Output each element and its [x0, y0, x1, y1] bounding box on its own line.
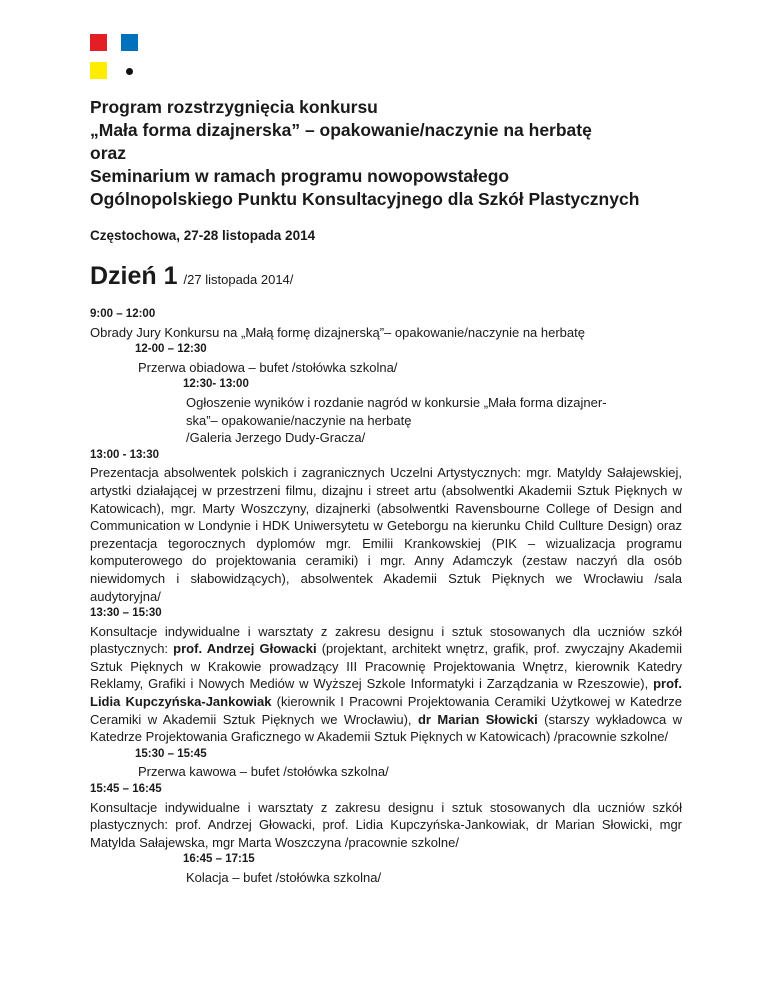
logo-black-dot: [126, 68, 133, 75]
item-text: [90, 623, 682, 746]
time-label: 13:00 - 13:30: [90, 448, 160, 461]
title-line: Program rozstrzygnięcia konkursu: [90, 97, 378, 117]
time-label: 9:00 – 12:00: [90, 308, 156, 320]
schedule-item: [90, 376, 682, 446]
day-label: Dzień 1: [90, 262, 178, 290]
logo-yellow-square: [90, 62, 107, 79]
logo-blue-square: [121, 34, 138, 51]
person-name: dr Marian Słowicki: [417, 711, 538, 727]
logo: [90, 34, 150, 84]
time-label: 12:30- 13:00: [183, 378, 249, 391]
item-text: Konsultacje indywidualne i warsztaty z zakresu designu i sztuk stosowanych dla uczniów szkół plastycznych: prof. Andrzej Głowacki, prof. Lidia Kupczyńska-Jankowiak, dr Marian Słowicki, mgr Matylda Sałajewska, mgr Marta Woszczyna /pracownie szkolne/: [90, 799, 682, 850]
schedule-item: [90, 851, 682, 886]
schedule-item: [90, 341, 682, 376]
time-label: 16:45 – 17:15: [183, 853, 255, 866]
item-text: Przerwa kawowa – bufet /stołówka szkolna/: [138, 764, 389, 780]
item-text: Prezentacja absolwentek polskich i zagranicznych Uczelni Artystycznych: mgr. Matyldy Sałajewskiej, artystki działającej w przestrzeni filmu, dizajnu i street artu (absolwentki Akademii Sztuk Pięknych w Katowicach), mgr. Marty Woszczyny, dizajnerki (absolwentki Ravensbourne College of Design and Communication w Londynie i HDK Uniwersytetu w Geteborgu na kierunku Child Cullture Design) oraz prezentacja tegorocznych dyplomów mgr. Emilii Krankowskiej (PIK – wizualizacja programu komputerowego do projektowania ceramiki) i mgr. Anny Adamczyk (zestaw naczyń dla osób niewidomych i słabowidzących), absolwentek Akademii Sztuk Pięknych we Wrocławiu /sala audytoryjna/: [90, 465, 682, 604]
day-heading: [90, 262, 293, 291]
time-label: 15:45 – 16:45: [90, 783, 162, 796]
schedule: [90, 306, 682, 887]
page-title: [90, 96, 730, 211]
item-text: Kolacja – bufet /stołówka szkolna/: [186, 870, 382, 885]
title-line: Ogólnopolskiego Punktu Konsultacyjnego dla Szkół Plastycznych: [90, 189, 640, 209]
item-location: /Galeria Jerzego Dudy-Gracza/: [186, 430, 366, 446]
person-desc: (projektant, architekt wnętrz, grafik, prof. zwyczajny Akademii Sztuk Pięknych w Krakowie prowadzący III Pracownię Projektowania Wnętrz, kierownik Katedry Reklamy, Grafiki i Nowych Mediów w Wyższej Szkole Informatyki i Zarządzania w Rzeszowie),: [90, 641, 682, 692]
item-text: Przerwa obiadowa – bufet /stołówka szkolna/: [138, 359, 398, 375]
schedule-item: [90, 447, 682, 605]
schedule-item: [90, 605, 682, 746]
person-desc: (kierownik I Pracowni Projektowania Ceramiki Użytkowej w Katedrze Ceramiki w Akademii Sztuk Pięknych we Wrocławiu),: [90, 694, 682, 727]
time-label: 15:30 – 15:45: [135, 747, 207, 760]
item-intro: Konsultacje indywidualne i warsztaty z zakresu designu i sztuk stosowanych dla uczniów szkół plastycznych:: [90, 623, 682, 657]
place-date: Częstochowa, 27-28 listopada 2014: [90, 228, 316, 243]
schedule-item: [90, 746, 682, 781]
schedule-item: [90, 781, 682, 851]
title-line: Seminarium w ramach programu nowopowstałego: [90, 166, 510, 186]
person-desc: (starszy wykładowca w Katedrze Projektowania Graficznego w Akademii Sztuk Pięknych w Katowicach) /pracownie szkolne/: [90, 711, 682, 745]
person-name: prof. Andrzej Głowacki: [173, 641, 317, 657]
item-text: ska”– opakowanie/naczynie na herbatę: [186, 412, 412, 428]
title-line: „Mała forma dizajnerska” – opakowanie/naczynie na herbatę: [90, 120, 592, 140]
day-date: /27 listopada 2014/: [183, 272, 294, 287]
item-text: Ogłoszenie wyników i rozdanie nagród w konkursie „Mała forma dizajner-: [186, 394, 607, 410]
item-text: Obrady Jury Konkursu na „Małą formę dizajnerską”– opakowanie/naczynie na herbatę: [90, 324, 585, 340]
time-label: 13:30 – 15:30: [90, 607, 162, 620]
title-line: oraz: [90, 143, 126, 163]
person-name: prof. Lidia Kupczyńska-Jankowiak: [90, 676, 682, 710]
logo-red-square: [90, 34, 107, 51]
time-label: 12-00 – 12:30: [135, 343, 207, 356]
schedule-item: [90, 306, 682, 341]
